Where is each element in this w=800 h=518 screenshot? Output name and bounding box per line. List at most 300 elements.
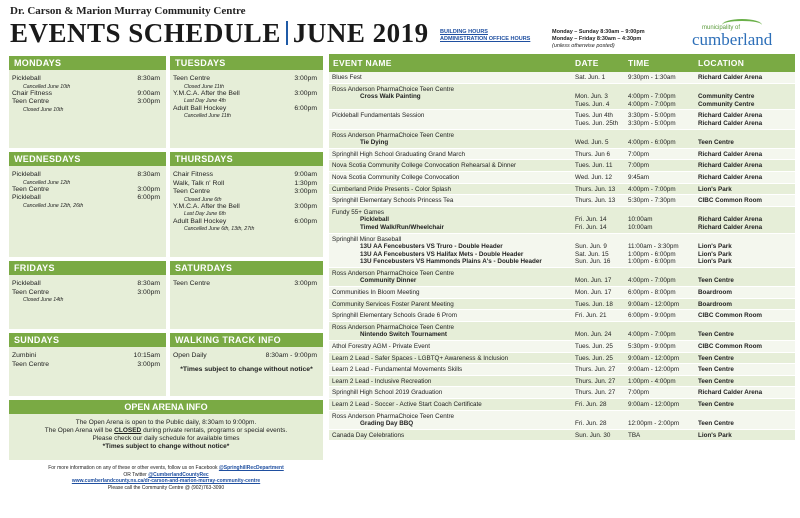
event-location: Community Centre [698,100,755,108]
event-sub-name: Cross Walk Painting [360,93,421,101]
event-time-cell [628,324,698,339]
event-name: Springhill Elementary Schools Grade 6 Prom [332,312,457,320]
schedule-item [170,352,323,361]
event-location: Lion's Park [698,185,732,193]
event-date: Tues. Jun. 25 [575,354,613,362]
event-row [329,387,795,399]
event-location-cell [698,312,795,320]
event-date: Mon. Jun. 24 [575,331,612,339]
arena-line-2 [9,427,323,435]
event-sub-name: Grading Day BBQ [360,420,414,428]
org-name: Dr. Carson & Marion Murray Community Centre [10,5,246,17]
schedule-item-name: Teen Centre [173,75,211,82]
schedule-item [9,280,166,289]
office-hours-value: Monday – Friday 8:30am – 4:30pm [552,36,642,42]
event-location: Richard Calder Arena [698,162,763,170]
events-table [329,54,795,512]
event-name: Pickleball Fundamentals Session [332,112,425,120]
day-box-title: FRIDAYS [9,261,166,275]
event-date: Mon. Jun. 3 [575,93,608,101]
event-time [628,413,698,421]
event-name-cell [329,174,575,182]
event-time [628,236,698,244]
event-row [329,268,795,287]
event-time-cell [628,312,698,320]
schedule-item-name: Teen Centre [12,360,50,368]
arena-line-2c: during private rentals, programs or special events. [143,427,288,434]
schedule-item-time: 10:15am [133,352,160,359]
event-time-cell [628,432,698,440]
event-name: Ross Anderson PharmaChoice Teen Centre [332,269,455,277]
event-row [329,184,795,196]
event-date-cell [575,312,628,320]
open-arena-box [9,400,323,460]
schedule-item-name: Teen Centre [173,280,211,287]
schedule-item [170,171,323,180]
event-date-cell [575,174,628,182]
event-name-cell [329,432,575,440]
schedule-item-time: 8:30am [137,171,160,178]
event-date [575,236,628,244]
schedule-item-name: Chair Fitness [12,89,53,97]
event-time: 9:45am [628,173,650,181]
event-location-cell [698,151,795,159]
event-time: 9:30pm - 1:30am [628,74,676,81]
event-name: Nova Scotia Community College Convocation Rehearsal & Dinner [332,162,517,170]
event-date: Thurs. Jun. 27 [575,377,616,385]
event-date: Thurs. Jun. 27 [575,389,616,397]
event-date: Fri. Jun. 21 [575,312,607,320]
event-date-cell [575,389,628,397]
schedule-item-note: Closed June 11th [184,83,224,90]
schedule-item-time: 3:00pm [137,360,160,368]
event-sub-name: 13U AA Fencebusters VS Halifax Mets - Double Header [360,250,524,258]
event-name: Springhill Elementary Schools Princess Tea [332,197,454,205]
event-time: 4:00pm - 7:00pm [628,331,676,339]
schedule-item [9,352,166,361]
event-date-cell [575,132,628,147]
event-date: Mon. Jun. 17 [575,289,612,297]
schedule-item-note: Cancelled June 6th, 13th, 27th [184,226,255,233]
event-row [329,287,795,299]
event-date [575,209,628,217]
event-location-cell [698,86,795,109]
event-location-cell [698,432,795,440]
event-row [329,341,795,353]
event-location-cell [698,209,795,232]
event-date-cell [575,186,628,194]
event-time: 11:00am - 3:30pm [628,243,679,251]
schedule-item-name: Pickleball [12,75,41,82]
event-location: CIBC Common Room [698,343,763,351]
event-name-cell [329,74,575,82]
event-name: Springhill Minor Baseball [332,235,402,243]
event-location: Teen Centre [698,366,734,374]
event-time-cell [628,389,698,397]
event-row [329,195,795,207]
event-date-cell [575,270,628,285]
event-name: Athol Forestry AGM - Private Event [332,343,430,351]
schedule-item [9,289,166,298]
event-name-cell [329,151,575,159]
event-location-cell [698,355,795,363]
event-location-cell [698,174,795,182]
schedule-item [9,171,166,180]
event-date-cell [575,343,628,351]
event-date: Tues. Jun. 25 [575,343,613,351]
event-time [628,324,698,332]
hours-labels [440,29,530,43]
schedule-item-time: 3:00pm [294,89,317,97]
schedule-item-time: 3:00pm [294,280,317,287]
event-row [329,172,795,184]
event-time-cell [628,151,698,159]
hours-note: (unless otherwise posted) [552,43,615,49]
cumberland-logo [692,25,792,48]
event-time-cell [628,366,698,374]
event-row [329,110,795,129]
event-date-cell [575,197,628,205]
event-name-cell [329,389,575,397]
day-box-walking-track-info [170,333,323,396]
event-location-cell [698,236,795,266]
event-location [698,236,795,244]
schedule-item [170,180,323,189]
event-location: Lion's Park [698,243,732,251]
event-name: Ross Anderson PharmaChoice Teen Centre [332,412,455,420]
schedule-item-note: Last Day June 6th [184,211,226,218]
event-name-cell [329,324,575,339]
footer-facebook-text: For more information on any of these or other events, follow us on Facebook [48,465,218,471]
event-time: 7:00pm [628,389,650,397]
event-name: Blues Fest [332,74,362,81]
event-date: Tues. Jun 4th [575,112,613,120]
event-location: Teen Centre [698,377,734,385]
schedule-item-note: Cancelled June 11th [184,113,231,120]
twitter-link[interactable]: @CumberlandCountyRec [148,471,209,478]
event-location: Teen Centre [698,401,734,408]
event-name-cell [329,401,575,409]
schedule-item-name: Teen Centre [12,288,50,296]
schedule-item [170,90,323,99]
event-row [329,299,795,311]
title-month: JUNE 2019 [292,18,429,48]
event-name-cell [329,301,575,309]
event-location [698,413,795,421]
event-row [329,399,795,411]
event-date: Fri. Jun. 14 [575,216,607,224]
event-name-cell [329,132,575,147]
event-date-cell [575,401,628,409]
event-time [628,132,698,140]
day-box-title: THURSDAYS [170,152,323,166]
arena-line-1: The Open Arena is open to the Public daily, 8:30am to 9:00pm. [75,419,257,426]
event-time [628,86,698,94]
event-time-cell [628,236,698,266]
event-name: Ross Anderson PharmaChoice Teen Centre [332,85,455,93]
event-time-cell [628,174,698,182]
schedule-item [170,188,323,197]
event-time-cell [628,197,698,205]
event-date-cell [575,209,628,232]
event-row [329,149,795,161]
event-time-cell [628,289,698,297]
event-location: Teen Centre [698,331,734,339]
event-time: 9:00am - 12:00pm [628,401,680,408]
event-time: 12:00pm - 2:00pm [628,420,680,428]
schedule-item-time: 8:30am - 9:00pm [265,352,317,359]
event-date-cell [575,432,628,440]
event-location: Lion's Park [698,258,732,266]
event-date: Thurs. Jun. 27 [575,366,616,374]
event-date: Fri. Jun. 28 [575,420,607,428]
day-box-wednesdays [9,152,166,257]
footer-phone: Please call the Community Centre @ (902)763-3090 [107,484,225,491]
event-name: Learn 2 Lead - Soccer - Active Start Coach Certificate [332,401,482,408]
arena-closed-word: CLOSED [114,427,142,434]
event-date: Wed. Jun. 12 [575,173,612,181]
day-box-mondays [9,56,166,148]
building-hours-label: BUILDING HOURS [440,29,488,35]
event-date: Tues. Jun. 25th [575,119,619,127]
event-date-cell [575,289,628,297]
event-sub-name: Tie Dying [360,139,389,147]
event-time-cell [628,378,698,386]
event-time: 4:00pm - 7:00pm [628,185,676,193]
event-date-cell [575,324,628,339]
arena-line-2a: The Open Arena will be [44,427,113,434]
schedule-item-note: Closed June 6th [184,196,222,203]
event-time: 5:30pm - 7:30pm [628,197,676,205]
schedule-item-time: 3:00pm [294,188,317,195]
schedule-item-time: 1:30pm [294,179,317,187]
schedule-item [170,280,323,289]
event-date: Sun. Jun. 16 [575,258,611,266]
event-time: 6:00pm - 8:00pm [628,289,676,297]
event-time: TBA [628,431,641,439]
schedule-item-name: Pickleball [12,171,41,178]
event-location [698,270,795,278]
event-date: Wed. Jun. 5 [575,139,609,147]
event-date [575,413,628,421]
event-location-cell [698,324,795,339]
event-sub-name: Timed Walk/Run/Wheelchair [360,223,444,231]
event-name-cell [329,162,575,170]
event-name: Ross Anderson PharmaChoice Teen Centre [332,323,455,331]
schedule-item-time: 3:00pm [294,202,317,210]
event-location: Richard Calder Arena [698,389,763,397]
event-time: 9:00am - 12:00pm [628,354,680,362]
schedule-item-time: 6:00pm [137,194,160,202]
event-location: Teen Centre [698,354,734,362]
event-name-cell [329,378,575,386]
event-date-cell [575,301,628,309]
event-name: Learn 2 Lead - Fundamental Movements Skills [332,366,463,374]
event-time-cell [628,270,698,285]
event-location [698,324,795,332]
event-location-cell [698,378,795,386]
footer-info [9,465,323,491]
schedule-item-name: Pickleball [12,280,41,287]
arena-line-3: Please check our daily schedule for available times [92,435,240,442]
day-box-title: WALKING TRACK INFO [170,333,323,347]
event-row [329,207,795,234]
schedule-item-name: Walk, Talk n' Roll [173,179,225,187]
schedule-item-note: Closed June 10th [23,106,64,113]
event-date-cell [575,74,628,82]
schedule-item-time: 3:00pm [137,98,160,106]
schedule-item-note: Last Day June 4th [184,98,226,105]
schedule-item-time: 3:00pm [137,288,160,296]
event-sub-name: Nintendo Switch Tournament [360,331,447,339]
event-time-cell [628,209,698,232]
day-box-fridays [9,261,166,329]
event-name-cell [329,186,575,194]
event-time-cell [628,112,698,127]
event-time: 3:30pm - 5:00pm [628,112,676,120]
event-time: 1:00pm - 6:00pm [628,250,676,258]
event-location-cell [698,162,795,170]
page-title [10,18,429,49]
event-row [329,160,795,172]
day-box-tuesdays [170,56,323,148]
event-location: Lion's Park [698,431,732,439]
event-time: 3:30pm - 5:00pm [628,119,676,127]
day-box-sundays [9,333,166,396]
schedule-item-time: 6:00pm [294,217,317,225]
schedule-item-time: 8:30am [137,75,160,82]
event-sub-name: Pickleball [360,216,390,224]
event-date-cell [575,112,628,127]
schedule-item [170,203,323,212]
event-row [329,322,795,341]
event-time: 4:00pm - 7:00pm [628,93,676,101]
event-location: Boardroom [698,289,732,297]
website-link[interactable]: www.cumberlandcounty.ns.ca/dr-carson-and-marion-murray-community-centre [71,478,261,484]
event-location: Lion's Park [698,250,732,258]
event-time-cell [628,132,698,147]
schedule-item [170,75,323,84]
event-date: Mon. Jun. 17 [575,277,612,285]
event-date: Tues. Jun. 11 [575,162,613,170]
event-location: Community Centre [698,93,755,101]
logo-arc-icon [722,19,762,31]
event-location [698,132,795,140]
event-location-cell [698,413,795,428]
day-box-thursdays [170,152,323,257]
schedule-item-name: Y.M.C.A. After the Bell [173,89,240,97]
schedule-item-name: Chair Fitness [173,171,214,178]
event-name-cell [329,209,575,232]
event-name: Cumberland Pride Presents - Color Splash [332,185,451,193]
event-row [329,376,795,388]
schedule-item-name: Zumbini [12,352,37,359]
schedule-item-name: Pickleball [12,194,41,202]
schedule-item [9,361,166,370]
schedule-item-name: Open Daily [173,352,207,359]
schedule-item-name: Teen Centre [12,185,50,193]
event-name-cell [329,112,575,127]
event-time: 1:00pm - 6:00pm [628,258,676,266]
title-divider [286,21,288,45]
day-box-saturdays [170,261,323,329]
event-time: 4:00pm - 7:00pm [628,100,676,108]
event-time: 6:00pm - 9:00pm [628,312,676,320]
event-time: 9:00am - 12:00pm [628,366,680,374]
event-date-cell [575,162,628,170]
event-name: Community Services Foster Parent Meeting [332,300,454,308]
event-date-cell [575,236,628,266]
event-name: Springhill High School Graduating Grand March [332,150,466,158]
schedule-item-note: Cancelled June 10th [23,83,71,90]
event-location-cell [698,74,795,82]
event-row [329,411,795,430]
schedule-item-name: Teen Centre [173,188,211,195]
event-time-cell [628,74,698,82]
event-date-cell [575,413,628,428]
event-name-cell [329,312,575,320]
schedule-item [170,105,323,114]
event-date-cell [575,366,628,374]
event-name-cell [329,197,575,205]
event-time [628,209,698,217]
logo-small-text: municipality of [702,25,741,31]
schedule-item [9,98,166,107]
event-date: Tues. Jun. 18 [575,300,613,308]
schedule-item-time: 9:00am [294,171,317,178]
event-time: 4:00pm - 6:00pm [628,139,676,147]
event-location: Richard Calder Arena [698,216,763,224]
event-time: 9:00am - 12:00pm [628,300,680,308]
facebook-link[interactable]: @SpringhillRecDepartment [218,465,284,471]
event-date: Tues. Jun. 4 [575,100,610,108]
event-date: Sun. Jun. 30 [575,431,611,439]
event-date: Sun. Jun. 9 [575,243,607,251]
office-hours-label: ADMINISTRATION OFFICE HOURS [440,36,531,42]
event-location: Richard Calder Arena [698,150,763,158]
col-event-name: EVENT NAME [333,58,392,68]
schedule-item [170,218,323,227]
event-time-cell [628,355,698,363]
event-time-cell [628,162,698,170]
event-name: Communities In Bloom Meeting [332,289,420,297]
event-name-cell [329,413,575,428]
event-name-cell [329,355,575,363]
event-location: Teen Centre [698,420,734,428]
event-time: 7:00pm [628,150,650,158]
event-row [329,234,795,268]
event-time-cell [628,301,698,309]
event-location [698,86,795,94]
event-name: Learn 2 Lead - Safer Spaces - LGBTQ+ Awareness & Inclusion [332,354,509,362]
event-time-cell [628,401,698,409]
event-sub-name: 13U Fencebusters VS Hammonds Plains A's - Double Header [360,258,542,266]
schedule-item-name: Adult Ball Hockey [173,104,227,112]
col-time: TIME [628,58,650,68]
event-location: Richard Calder Arena [698,74,763,81]
event-time: 5:30pm - 9:00pm [628,343,676,351]
event-location-cell [698,366,795,374]
event-date [575,86,628,94]
arena-line-4: *Times subject to change without notice* [102,443,230,450]
event-location: CIBC Common Room [698,197,763,205]
schedule-item-note: Closed June 14th [23,297,64,303]
event-sub-name: 13U AA Fencebusters VS Truro - Double Header [360,243,503,251]
schedule-item [9,194,166,203]
schedule-item-note: Cancelled June 12th, 26th [23,202,84,209]
walking-track-footnote: *Times subject to change without notice* [180,365,313,373]
col-location: LOCATION [698,58,745,68]
